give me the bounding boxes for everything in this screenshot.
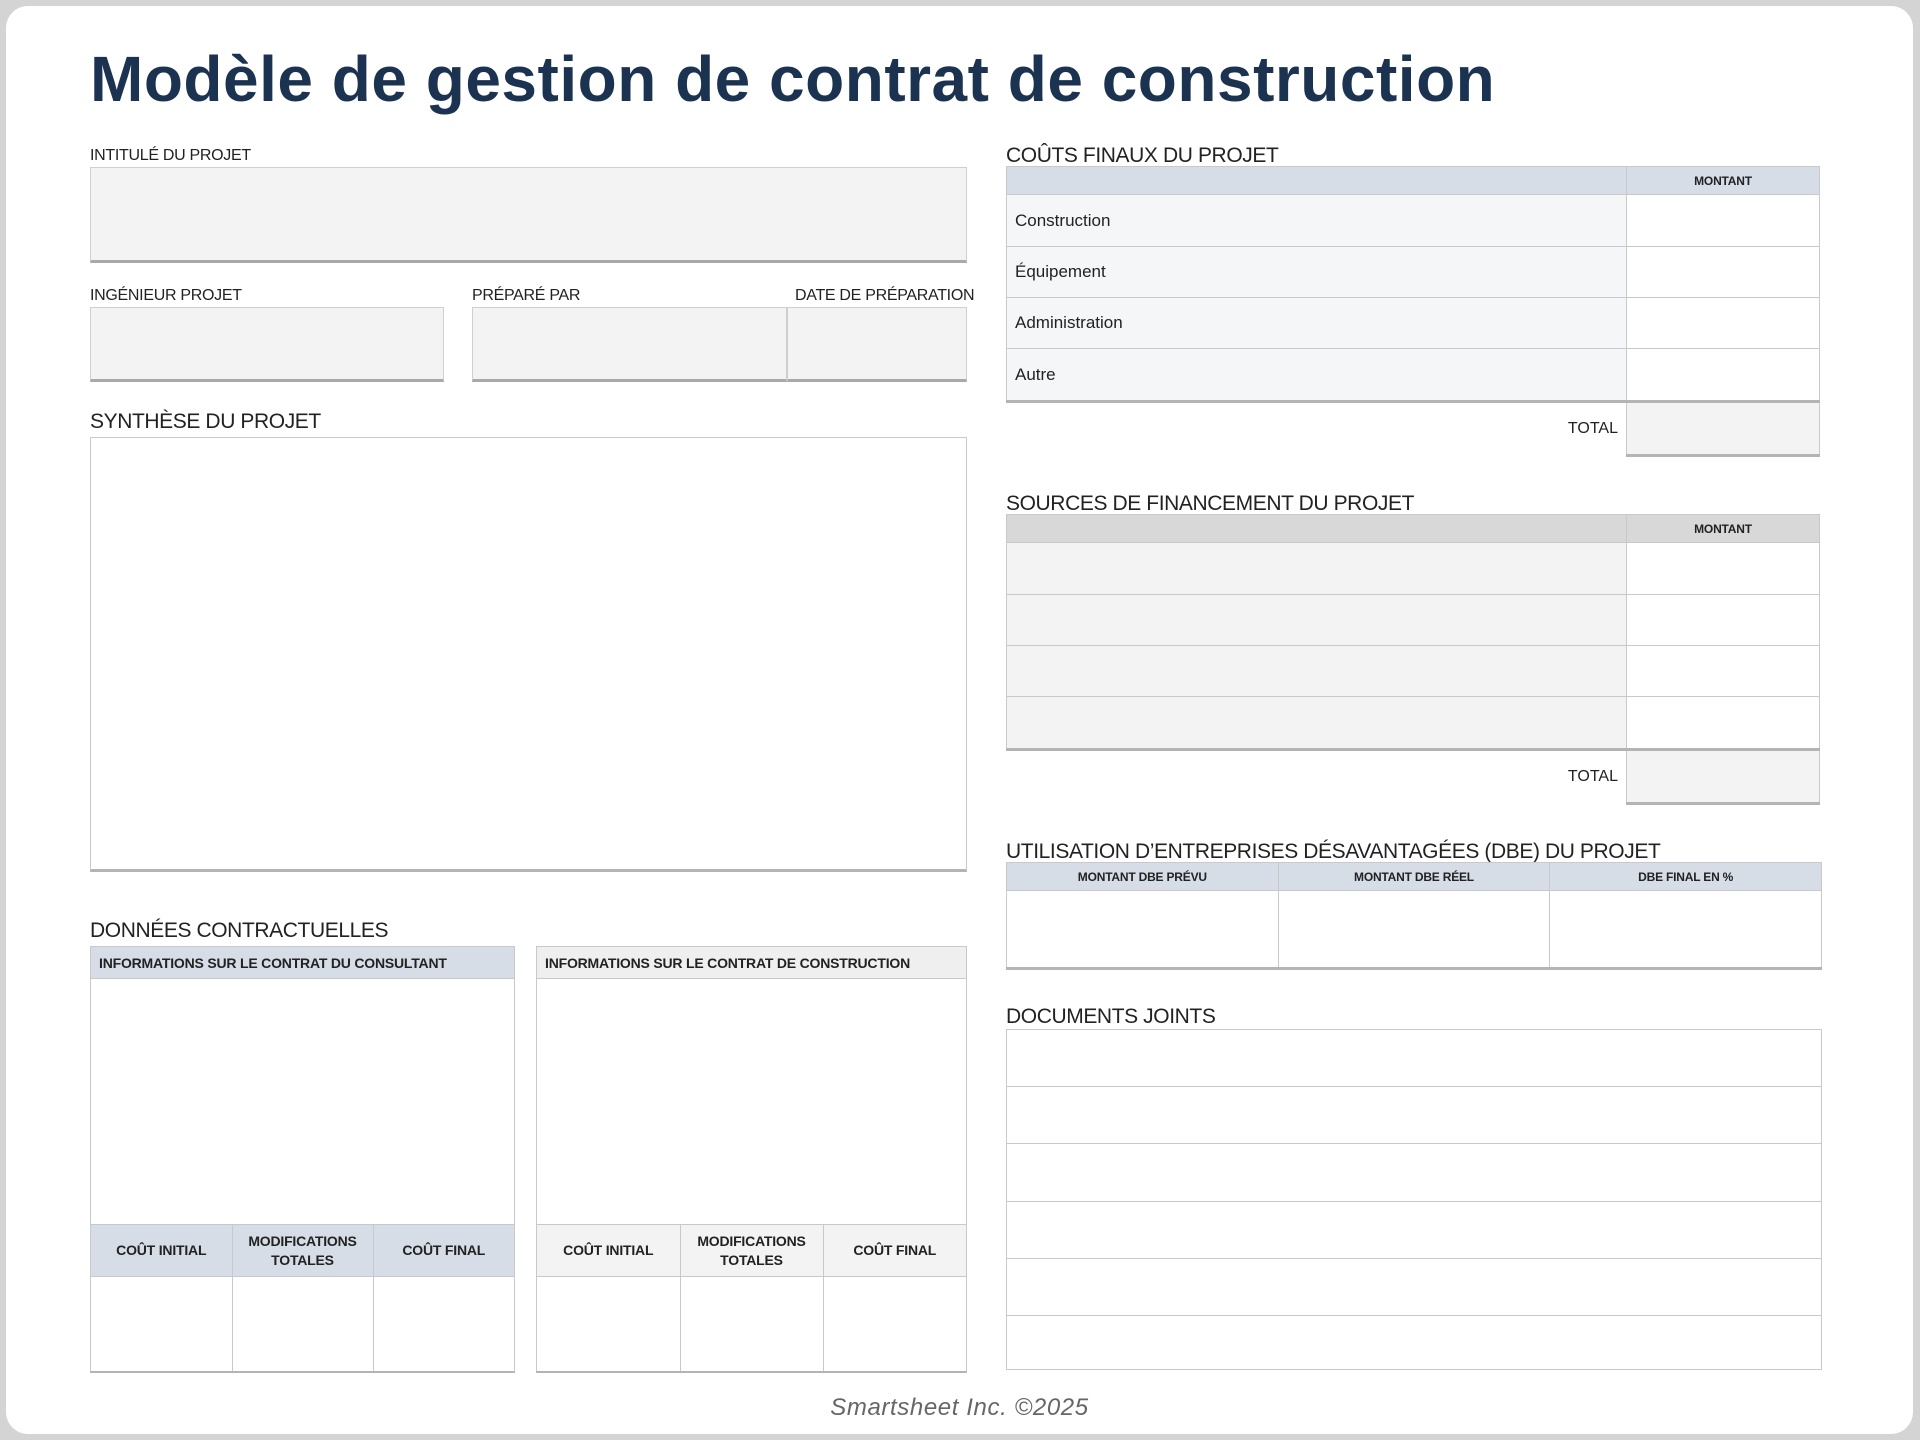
documents-table xyxy=(1006,1029,1822,1370)
final-costs-amount-cell[interactable] xyxy=(1627,195,1820,247)
construction-cost-final-cell[interactable] xyxy=(823,1277,966,1372)
construction-modifications-header: MODIFICATIONS TOTALES xyxy=(680,1225,823,1277)
prep-date-label: DATE DE PRÉPARATION xyxy=(795,287,975,304)
final-costs-row-label: Administration xyxy=(1007,298,1627,349)
dbe-actual-header: MONTANT DBE RÉEL xyxy=(1278,863,1550,891)
prepared-by-label: PRÉPARÉ PAR xyxy=(472,287,581,304)
contract-data-label: DONNÉES CONTRACTUELLES xyxy=(90,919,389,942)
final-costs-header-blank xyxy=(1007,167,1627,195)
construction-cost-final-header: COÛT FINAL xyxy=(823,1225,966,1277)
document-row[interactable] xyxy=(1007,1259,1822,1316)
project-summary-label: SYNTHÈSE DU PROJET xyxy=(90,410,321,433)
funding-amount-cell[interactable] xyxy=(1627,697,1820,750)
construction-contract-header xyxy=(537,947,966,979)
final-costs-title: COÛTS FINAUX DU PROJET xyxy=(1006,144,1279,167)
final-costs-amount-cell[interactable] xyxy=(1627,247,1820,298)
document-row[interactable] xyxy=(1007,1316,1822,1370)
final-costs-amount-header: MONTANT xyxy=(1627,167,1820,195)
consultant-cost-final-cell[interactable] xyxy=(373,1277,514,1372)
document-row[interactable] xyxy=(1007,1202,1822,1259)
funding-amount-cell[interactable] xyxy=(1627,646,1820,697)
template-sheet xyxy=(6,6,1913,1434)
consultant-contract-header xyxy=(91,947,514,979)
document-row[interactable] xyxy=(1007,1030,1822,1087)
project-summary-field[interactable] xyxy=(90,437,967,872)
project-engineer-label: INGÉNIEUR PROJET xyxy=(90,287,242,304)
dbe-planned-cell[interactable] xyxy=(1007,891,1279,969)
consultant-cost-initial-header: COÛT INITIAL xyxy=(91,1225,232,1277)
funding-source-cell[interactable] xyxy=(1007,646,1627,697)
page-title: Modèle de gestion de contrat de construction xyxy=(90,43,1496,115)
prep-date-field[interactable] xyxy=(787,307,967,382)
final-costs-amount-cell[interactable] xyxy=(1627,349,1820,402)
final-costs-total-label: TOTAL xyxy=(1567,420,1618,438)
final-costs-row-label: Équipement xyxy=(1007,247,1627,298)
funding-title: SOURCES DE FINANCEMENT DU PROJET xyxy=(1006,492,1415,515)
funding-table xyxy=(1006,514,1820,805)
construction-contract-panel xyxy=(536,946,967,1373)
funding-source-cell[interactable] xyxy=(1007,595,1627,646)
project-title-field[interactable] xyxy=(90,167,967,263)
dbe-table xyxy=(1006,862,1822,970)
footer-copyright: Smartsheet Inc. ©2025 xyxy=(830,1394,1089,1421)
construction-contract-header-text: INFORMATIONS SUR LE CONTRAT DE CONSTRUCTION xyxy=(545,954,910,971)
document-row[interactable] xyxy=(1007,1087,1822,1144)
funding-header-blank xyxy=(1007,515,1627,543)
final-costs-row-label: Construction xyxy=(1007,195,1627,247)
construction-cost-initial-header: COÛT INITIAL xyxy=(537,1225,680,1277)
consultant-modifications-header: MODIFICATIONS TOTALES xyxy=(232,1225,373,1277)
dbe-final-percent-header: DBE FINAL EN % xyxy=(1550,863,1822,891)
funding-total-label: TOTAL xyxy=(1567,768,1618,786)
final-costs-table xyxy=(1006,166,1820,457)
project-title-label: INTITULÉ DU PROJET xyxy=(90,147,251,164)
document-row[interactable] xyxy=(1007,1144,1822,1202)
funding-amount-cell[interactable] xyxy=(1627,595,1820,646)
construction-cost-table xyxy=(537,1224,966,1371)
final-costs-row-label: Autre xyxy=(1007,349,1627,402)
consultant-cost-table xyxy=(91,1224,514,1371)
project-engineer-field[interactable] xyxy=(90,307,444,382)
consultant-cost-initial-cell[interactable] xyxy=(91,1277,232,1372)
consultant-modifications-cell[interactable] xyxy=(232,1277,373,1372)
funding-source-cell[interactable] xyxy=(1007,543,1627,595)
final-costs-amount-cell[interactable] xyxy=(1627,298,1820,349)
dbe-actual-cell[interactable] xyxy=(1278,891,1550,969)
consultant-contract-notes[interactable] xyxy=(91,979,514,1224)
documents-title: DOCUMENTS JOINTS xyxy=(1006,1005,1216,1028)
dbe-planned-header: MONTANT DBE PRÉVU xyxy=(1007,863,1279,891)
consultant-cost-final-header: COÛT FINAL xyxy=(373,1225,514,1277)
funding-amount-header: MONTANT xyxy=(1627,515,1820,543)
funding-source-cell[interactable] xyxy=(1007,697,1627,750)
prepared-by-field[interactable] xyxy=(472,307,787,382)
consultant-contract-header-text: INFORMATIONS SUR LE CONTRAT DU CONSULTANT xyxy=(99,954,447,971)
funding-amount-cell[interactable] xyxy=(1627,543,1820,595)
funding-total-cell[interactable] xyxy=(1627,750,1820,804)
construction-contract-notes[interactable] xyxy=(537,979,966,1224)
dbe-title: UTILISATION D’ENTREPRISES DÉSAVANTAGÉES (DBE) DU PROJET xyxy=(1006,840,1661,863)
construction-cost-initial-cell[interactable] xyxy=(537,1277,680,1372)
dbe-final-percent-cell[interactable] xyxy=(1550,891,1822,969)
construction-modifications-cell[interactable] xyxy=(680,1277,823,1372)
consultant-contract-panel xyxy=(90,946,515,1373)
final-costs-total-cell[interactable] xyxy=(1627,402,1820,456)
